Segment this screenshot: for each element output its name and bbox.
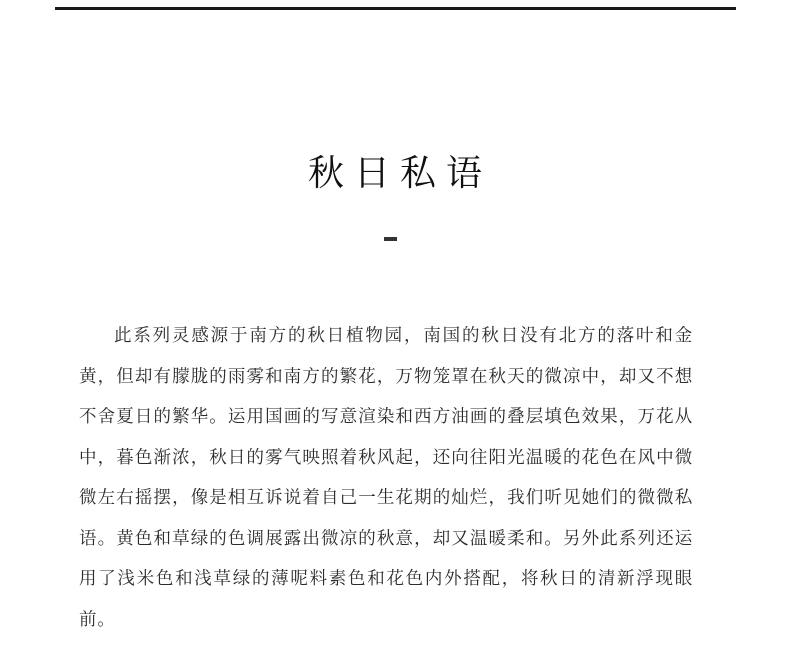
description-paragraph: 此系列灵感源于南方的秋日植物园，南国的秋日没有北方的落叶和金黄，但却有朦胧的雨雾和南方的繁花，万物笼罩在秋天的微凉中，却又不想不舍夏日的繁华。运用国画的写意渲染和西方油画的叠层填色效果，万花从中，暮色渐浓，秋日的雾气映照着秋风起，还向往阳光温暖的花色在风中微微左右摇摆，像是相互诉说着自己一生花期的灿烂，我们听见她们的微微私语。黄色和草绿的色调展露出微凉的秋意，却又温暖柔和。另外此系列还运用了浅米色和浅草绿的薄呢料素色和花色内外搭配，将秋日的清新浮现眼前。 — [79, 326, 693, 630]
top-divider — [55, 7, 736, 10]
page-title: 秋日私语 — [307, 153, 492, 194]
title-underline-dash — [384, 237, 397, 241]
